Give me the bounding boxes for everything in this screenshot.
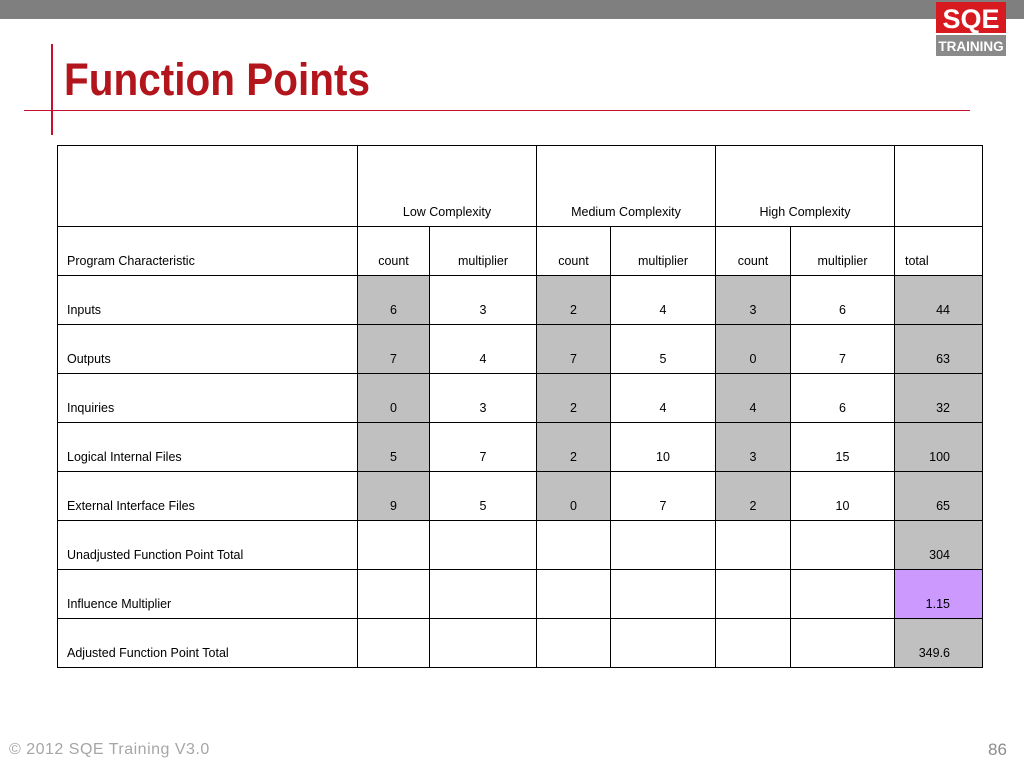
table-row	[58, 374, 983, 423]
high-count-cell: 2	[716, 472, 791, 521]
low-count-cell: 0	[358, 374, 430, 423]
empty-cell	[537, 521, 611, 570]
column-header: multiplier	[791, 227, 895, 276]
row-label: Logical Internal Files	[58, 423, 358, 472]
low-multiplier-cell: 4	[430, 325, 537, 374]
medium-complexity-header: Medium Complexity	[537, 146, 716, 227]
low-count-cell: 9	[358, 472, 430, 521]
row-total-cell: 44	[895, 276, 983, 325]
table-row	[58, 472, 983, 521]
low-multiplier-cell: 7	[430, 423, 537, 472]
empty-cell	[430, 570, 537, 619]
column-header: multiplier	[430, 227, 537, 276]
unadjusted-total-value: 304	[895, 521, 983, 570]
medium-count-cell: 2	[537, 276, 611, 325]
row-total-cell: 63	[895, 325, 983, 374]
influence-multiplier-value: 1.15	[895, 570, 983, 619]
medium-multiplier-cell: 10	[611, 423, 716, 472]
high-count-cell: 4	[716, 374, 791, 423]
summary-label: Influence Multiplier	[58, 570, 358, 619]
adjusted-total-value: 349.6	[895, 619, 983, 668]
title-underline	[24, 110, 970, 111]
column-header-row	[58, 227, 983, 276]
svg-text:SQE: SQE	[942, 4, 1000, 34]
copyright-footer: © 2012 SQE Training V3.0	[9, 741, 210, 758]
page-title: Function Points	[64, 54, 370, 105]
high-multiplier-cell: 10	[791, 472, 895, 521]
empty-cell	[358, 521, 430, 570]
column-header: count	[537, 227, 611, 276]
header-corner-cell	[58, 146, 358, 227]
empty-cell	[611, 521, 716, 570]
row-total-cell: 32	[895, 374, 983, 423]
high-multiplier-cell: 6	[791, 276, 895, 325]
summary-row	[58, 619, 983, 668]
column-header: multiplier	[611, 227, 716, 276]
page-number: 86	[988, 740, 1007, 759]
column-header: total	[895, 227, 983, 276]
empty-cell	[358, 570, 430, 619]
summary-row	[58, 570, 983, 619]
empty-cell	[716, 570, 791, 619]
medium-count-cell: 7	[537, 325, 611, 374]
low-count-cell: 5	[358, 423, 430, 472]
low-complexity-header: Low Complexity	[358, 146, 537, 227]
empty-cell	[791, 521, 895, 570]
medium-multiplier-cell: 4	[611, 276, 716, 325]
low-multiplier-cell: 5	[430, 472, 537, 521]
high-complexity-header: High Complexity	[716, 146, 895, 227]
empty-cell	[791, 619, 895, 668]
sqe-training-logo	[936, 2, 1006, 56]
empty-cell	[791, 570, 895, 619]
column-header: count	[358, 227, 430, 276]
empty-cell	[537, 570, 611, 619]
row-label: Inputs	[58, 276, 358, 325]
column-header: count	[716, 227, 791, 276]
row-total-cell: 100	[895, 423, 983, 472]
low-count-cell: 6	[358, 276, 430, 325]
medium-count-cell: 2	[537, 423, 611, 472]
medium-multiplier-cell: 4	[611, 374, 716, 423]
low-multiplier-cell: 3	[430, 276, 537, 325]
summary-row	[58, 521, 983, 570]
summary-label: Adjusted Function Point Total	[58, 619, 358, 668]
low-count-cell: 7	[358, 325, 430, 374]
row-label: Inquiries	[58, 374, 358, 423]
medium-count-cell: 2	[537, 374, 611, 423]
high-count-cell: 3	[716, 423, 791, 472]
top-bar	[0, 0, 1024, 19]
svg-text:TRAINING: TRAINING	[938, 39, 1004, 54]
high-count-cell: 3	[716, 276, 791, 325]
empty-cell	[537, 619, 611, 668]
empty-cell	[716, 619, 791, 668]
row-total-cell: 65	[895, 472, 983, 521]
complexity-header-row	[58, 146, 983, 227]
row-label: External Interface Files	[58, 472, 358, 521]
title-accent-vertical-line	[51, 44, 53, 135]
empty-cell	[430, 521, 537, 570]
table-row	[58, 423, 983, 472]
medium-count-cell: 0	[537, 472, 611, 521]
row-label: Outputs	[58, 325, 358, 374]
function-points-table	[57, 145, 983, 668]
empty-cell	[611, 570, 716, 619]
high-count-cell: 0	[716, 325, 791, 374]
summary-label: Unadjusted Function Point Total	[58, 521, 358, 570]
empty-cell	[358, 619, 430, 668]
empty-cell	[716, 521, 791, 570]
high-multiplier-cell: 7	[791, 325, 895, 374]
empty-cell	[611, 619, 716, 668]
empty-cell	[430, 619, 537, 668]
high-multiplier-cell: 6	[791, 374, 895, 423]
table-row	[58, 276, 983, 325]
column-header: Program Characteristic	[58, 227, 358, 276]
high-multiplier-cell: 15	[791, 423, 895, 472]
medium-multiplier-cell: 7	[611, 472, 716, 521]
total-header-blank	[895, 146, 983, 227]
medium-multiplier-cell: 5	[611, 325, 716, 374]
table-row	[58, 325, 983, 374]
low-multiplier-cell: 3	[430, 374, 537, 423]
